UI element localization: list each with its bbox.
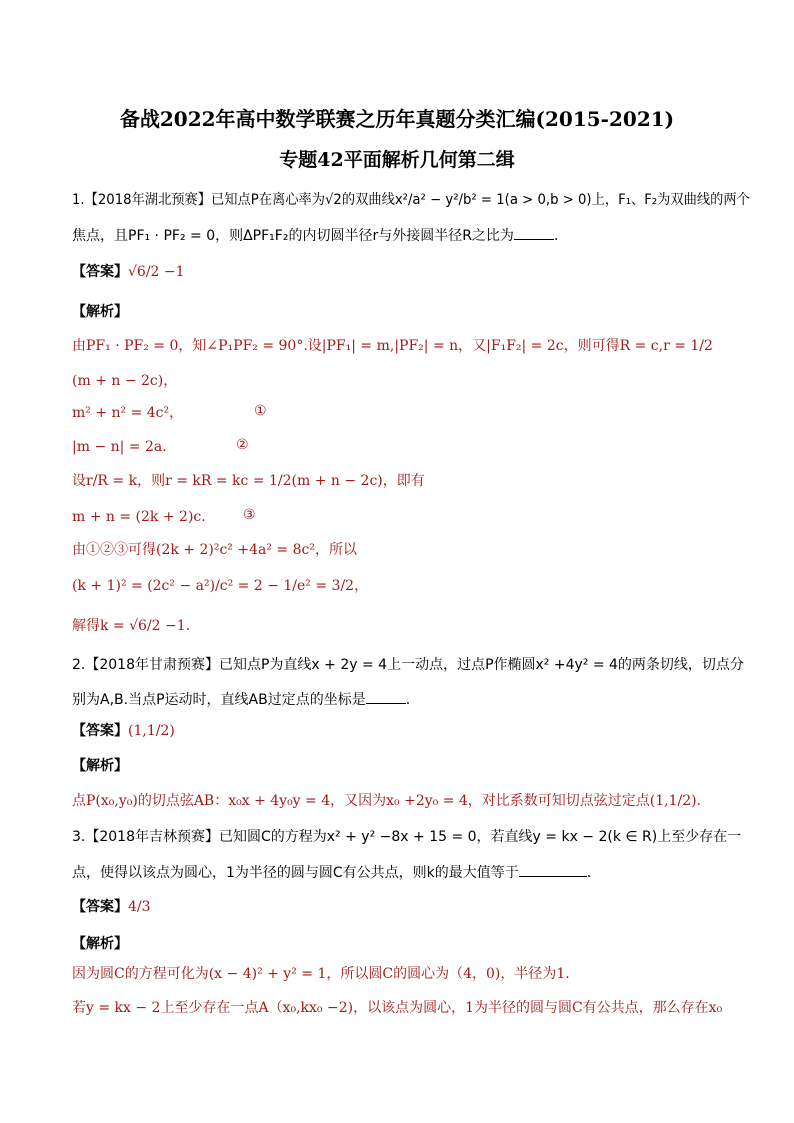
q3-analysis-label: 【解析】 (72, 936, 128, 952)
q1-analysis-label: 【解析】 (72, 304, 128, 320)
q3-answer-value: 4/3 (128, 899, 151, 915)
q1-solution-line: 设r/R = k，则r = kR = kc = 1/2(m + n − 2c)，即有 (72, 473, 425, 489)
q3-answer-row (72, 897, 151, 917)
q3-stem-text: 点，使得以该点为圆心，1为半径的圆与圆C有公共点，则k的最大值等于 (72, 865, 519, 881)
q3-stem-line2: 点，使得以该点为圆心，1为半径的圆与圆C有公共点，则k的最大值等于 . (72, 862, 591, 883)
answer-label: 【答案】 (72, 899, 128, 915)
q1-answer-blank (514, 225, 554, 240)
q3-solution-line: 若y = kx − 2上至少存在一点A（x₀,kx₀ −2)，以该点为圆心，1为半径的圆与圆C有公共点，那么存在x₀ (72, 1000, 723, 1016)
q1-solution-line: m² + n² = 4c²， (72, 405, 184, 421)
document-title: 备战2022年高中数学联赛之历年真题分类汇编(2015-2021) (119, 107, 675, 131)
q1-answer-row (72, 262, 185, 282)
q2-stem-line1: 2.【2018年甘肃预赛】已知点P为直线x + 2y = 4上一动点，过点P作椭圆x² +4y² = 4的两条切线，切点分 (72, 657, 744, 673)
answer-label: 【答案】 (72, 264, 128, 280)
q1-solution-line: 由①②③可得(2k + 2)²c² +4a² = 8c²，所以 (72, 542, 357, 558)
q2-solution-line: 点P(x₀,y₀)的切点弦AB：x₀x + 4y₀y = 4，又因为x₀ +2y₀ = 4，对比系数可知切点弦过定点(1,1/2). (72, 793, 702, 809)
q1-stem-line2: 焦点，且PF₁ · PF₂ = 0，则ΔPF₁F₂的内切圆半径r与外接圆半径R之比为 . (72, 225, 558, 246)
q1-solution-line: (m + n − 2c)， (72, 373, 178, 389)
q2-answer-row (72, 721, 175, 741)
answer-label: 【答案】 (72, 723, 128, 739)
q3-stem-line1: 3.【2018年吉林预赛】已知圆C的方程为x² + y² −8x + 15 = 0，若直线y = kx − 2(k ∈ R)上至少存在一 (72, 829, 742, 845)
q1-answer-value: √6/2 −1 (128, 264, 185, 280)
equation-mark-1: ① (254, 403, 267, 419)
q1-solution-line: |m − n| = 2a. (72, 439, 167, 455)
document-subtitle: 专题42平面解析几何第二缉 (279, 149, 515, 171)
q1-solution-line: 由PF₁ · PF₂ = 0，知∠P₁PF₂ = 90°.设|PF₁| = m,|PF₂| = n，又|F₁F₂| = 2c，则可得R = c,r = 1/2 (72, 338, 713, 354)
q2-stem-line2: 别为A,B.当点P运动时，直线AB过定点的坐标是 . (72, 689, 410, 710)
q2-answer-value: (1,1/2) (128, 723, 175, 739)
q2-answer-blank (366, 689, 406, 704)
q2-stem-text: 别为A,B.当点P运动时，直线AB过定点的坐标是 (72, 692, 366, 708)
q3-solution-line: 因为圆C的方程可化为(x − 4)² + y² = 1，所以圆C的圆心为（4，0)，半径为1. (72, 966, 570, 982)
equation-mark-3: ③ (243, 507, 256, 523)
q1-solution-line: 解得k = √6/2 −1. (72, 618, 191, 634)
q1-solution-line: (k + 1)² = (2c² − a²)/c² = 2 − 1/e² = 3/2， (72, 578, 369, 594)
q1-stem-text: 焦点，且PF₁ · PF₂ = 0，则ΔPF₁F₂的内切圆半径r与外接圆半径R之比为 (72, 228, 514, 244)
q1-stem-line1: 1.【2018年湖北预赛】已知点P在离心率为√2的双曲线x²/a² − y²/b² = 1(a > 0,b > 0)上，F₁、F₂为双曲线的两个 (72, 192, 750, 208)
q2-analysis-label: 【解析】 (72, 758, 128, 774)
q1-solution-line: m + n = (2k + 2)c. (72, 509, 206, 525)
q3-answer-blank (519, 862, 587, 877)
equation-mark-2: ② (236, 437, 249, 453)
